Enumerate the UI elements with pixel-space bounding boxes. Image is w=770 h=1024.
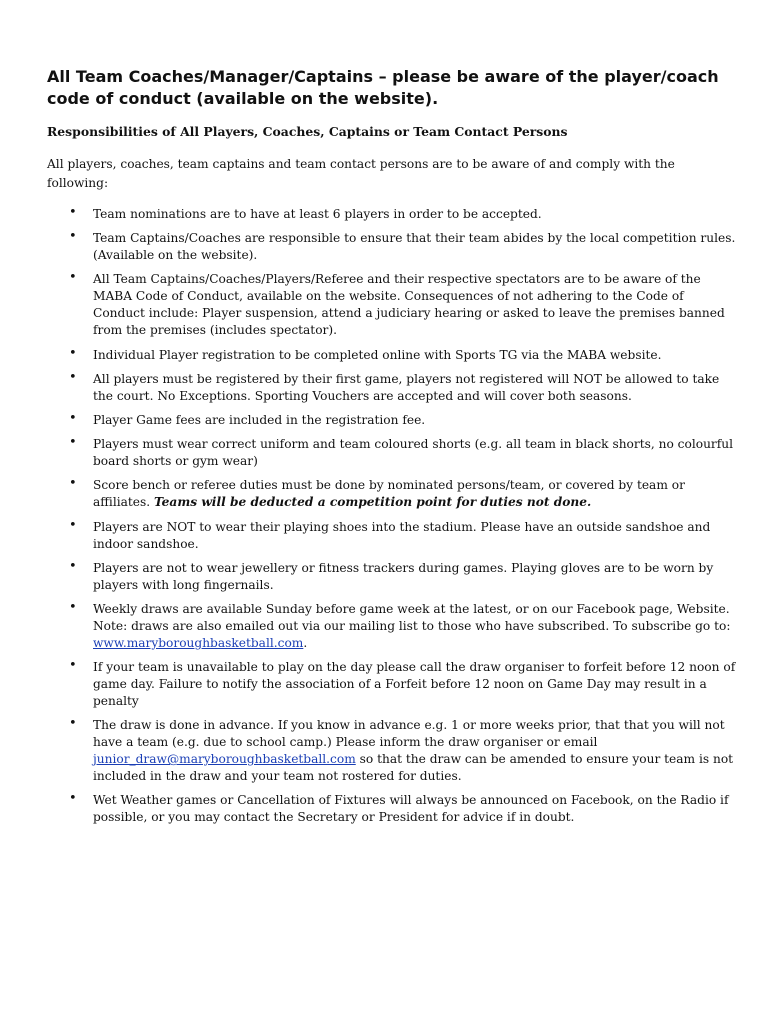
list-item-text: Score bench or referee duties must be done by nominated persons/team, or covered by team or affiliates.	[93, 478, 685, 510]
list-item-text: If your team is unavailable to play on the day please call the draw organiser to forfeit before 12 noon of game day. Failure to notify the association of a Forfeit before 12 noon on Game Day may result in a penalty	[93, 660, 736, 709]
section-heading: Responsibilities of All Players, Coaches, Captains or Team Contact Persons	[47, 124, 568, 139]
list-item-text: Weekly draws are available Sunday before game week at the latest, or on our Facebook page, Website. Note: draws are also emailed out via our mailing list to those who have subscribed. To subscribe go to:	[93, 601, 731, 633]
bullet-icon: •	[69, 476, 77, 492]
bullet-icon: •	[69, 229, 77, 245]
list-item	[67, 271, 737, 339]
bullet-icon: •	[69, 270, 77, 286]
list-item	[67, 477, 737, 511]
list-item-link[interactable]: www.maryboroughbasketball.com	[93, 635, 304, 650]
list-item-text: Wet Weather games or Cancellation of Fixtures will always be announced on Facebook, on the Radio if possible, or you may contact the Secretary or President for advice if in doubt.	[93, 793, 729, 825]
bullet-icon: •	[69, 369, 77, 385]
bullet-icon: •	[69, 791, 77, 807]
list-item	[67, 436, 737, 470]
list-item-emphasis: Teams will be deducted a competition point for duties not done.	[154, 495, 592, 510]
document-title: All Team Coaches/Manager/Captains – please be aware of the player/coach code of conduct (available on the website).	[47, 67, 719, 108]
list-item-text-after: so that the draw can be amended to ensure your team is not included in the draw and your team not rostered for duties.	[93, 752, 734, 784]
list-item	[67, 601, 737, 652]
list-item-text: All players must be registered by their first game, players not registered will NOT be allowed to take the court. No Exceptions. Sporting Vouchers are accepted and will cover both seasons.	[93, 371, 720, 403]
intro-paragraph: All players, coaches, team captains and team contact persons are to be aware of and comply with the following:	[47, 157, 675, 190]
bullet-icon: •	[69, 205, 77, 220]
list-item	[67, 371, 737, 405]
list-item-text-after: .	[303, 635, 308, 650]
list-item-text: Player Game fees are included in the registration fee.	[93, 412, 426, 427]
list-item-text: Individual Player registration to be completed online with Sports TG via the MABA website.	[93, 347, 662, 362]
list-item-text: Players must wear correct uniform and team coloured shorts (e.g. all team in black shorts, no colourful board shorts or gym wear)	[93, 437, 734, 469]
list-item-text: Players are NOT to wear their playing shoes into the stadium. Please have an outside sandshoe and indoor sandshoe.	[93, 519, 711, 551]
list-item-text: Team nominations are to have at least 6 players in order to be accepted.	[93, 207, 542, 221]
bullet-icon: •	[69, 558, 77, 574]
list-item	[67, 412, 737, 429]
list-item	[67, 206, 737, 223]
list-item-text: Team Captains/Coaches are responsible to ensure that their team abides by the local competition rules. (Available on the website).	[93, 231, 736, 263]
list-item	[67, 792, 737, 826]
bullet-icon: •	[69, 435, 77, 451]
list-item	[67, 230, 737, 264]
list-item-link[interactable]: junior_draw@maryboroughbasketball.com	[93, 752, 356, 767]
bullet-icon: •	[69, 658, 77, 674]
list-item	[67, 519, 737, 553]
list-item	[67, 717, 737, 785]
bullet-icon: •	[69, 716, 77, 732]
list-item	[67, 560, 737, 594]
list-item-text: All Team Captains/Coaches/Players/Referee and their respective spectators are to be aware of the MABA Code of Conduct, available on the website. Consequences of not adhering to the Code of Conduct include: Player suspension, attend a judiciary hearing or asked to leave the premises banned from the premises (includes spectator).	[93, 272, 725, 338]
bullet-icon: •	[69, 517, 77, 533]
list-item-text: Players are not to wear jewellery or fitness trackers during games. Playing gloves are to be worn by players with long fingernails.	[93, 560, 714, 592]
bullet-icon: •	[69, 410, 77, 426]
responsibilities-list	[67, 206, 737, 834]
list-item-text: The draw is done in advance. If you know in advance e.g. 1 or more weeks prior, that that you will not have a team (e.g. due to school camp.) Please inform the draw organiser or email	[93, 718, 725, 750]
bullet-icon: •	[69, 345, 77, 361]
list-item	[67, 347, 737, 364]
list-item	[67, 659, 737, 710]
bullet-icon: •	[69, 599, 77, 615]
